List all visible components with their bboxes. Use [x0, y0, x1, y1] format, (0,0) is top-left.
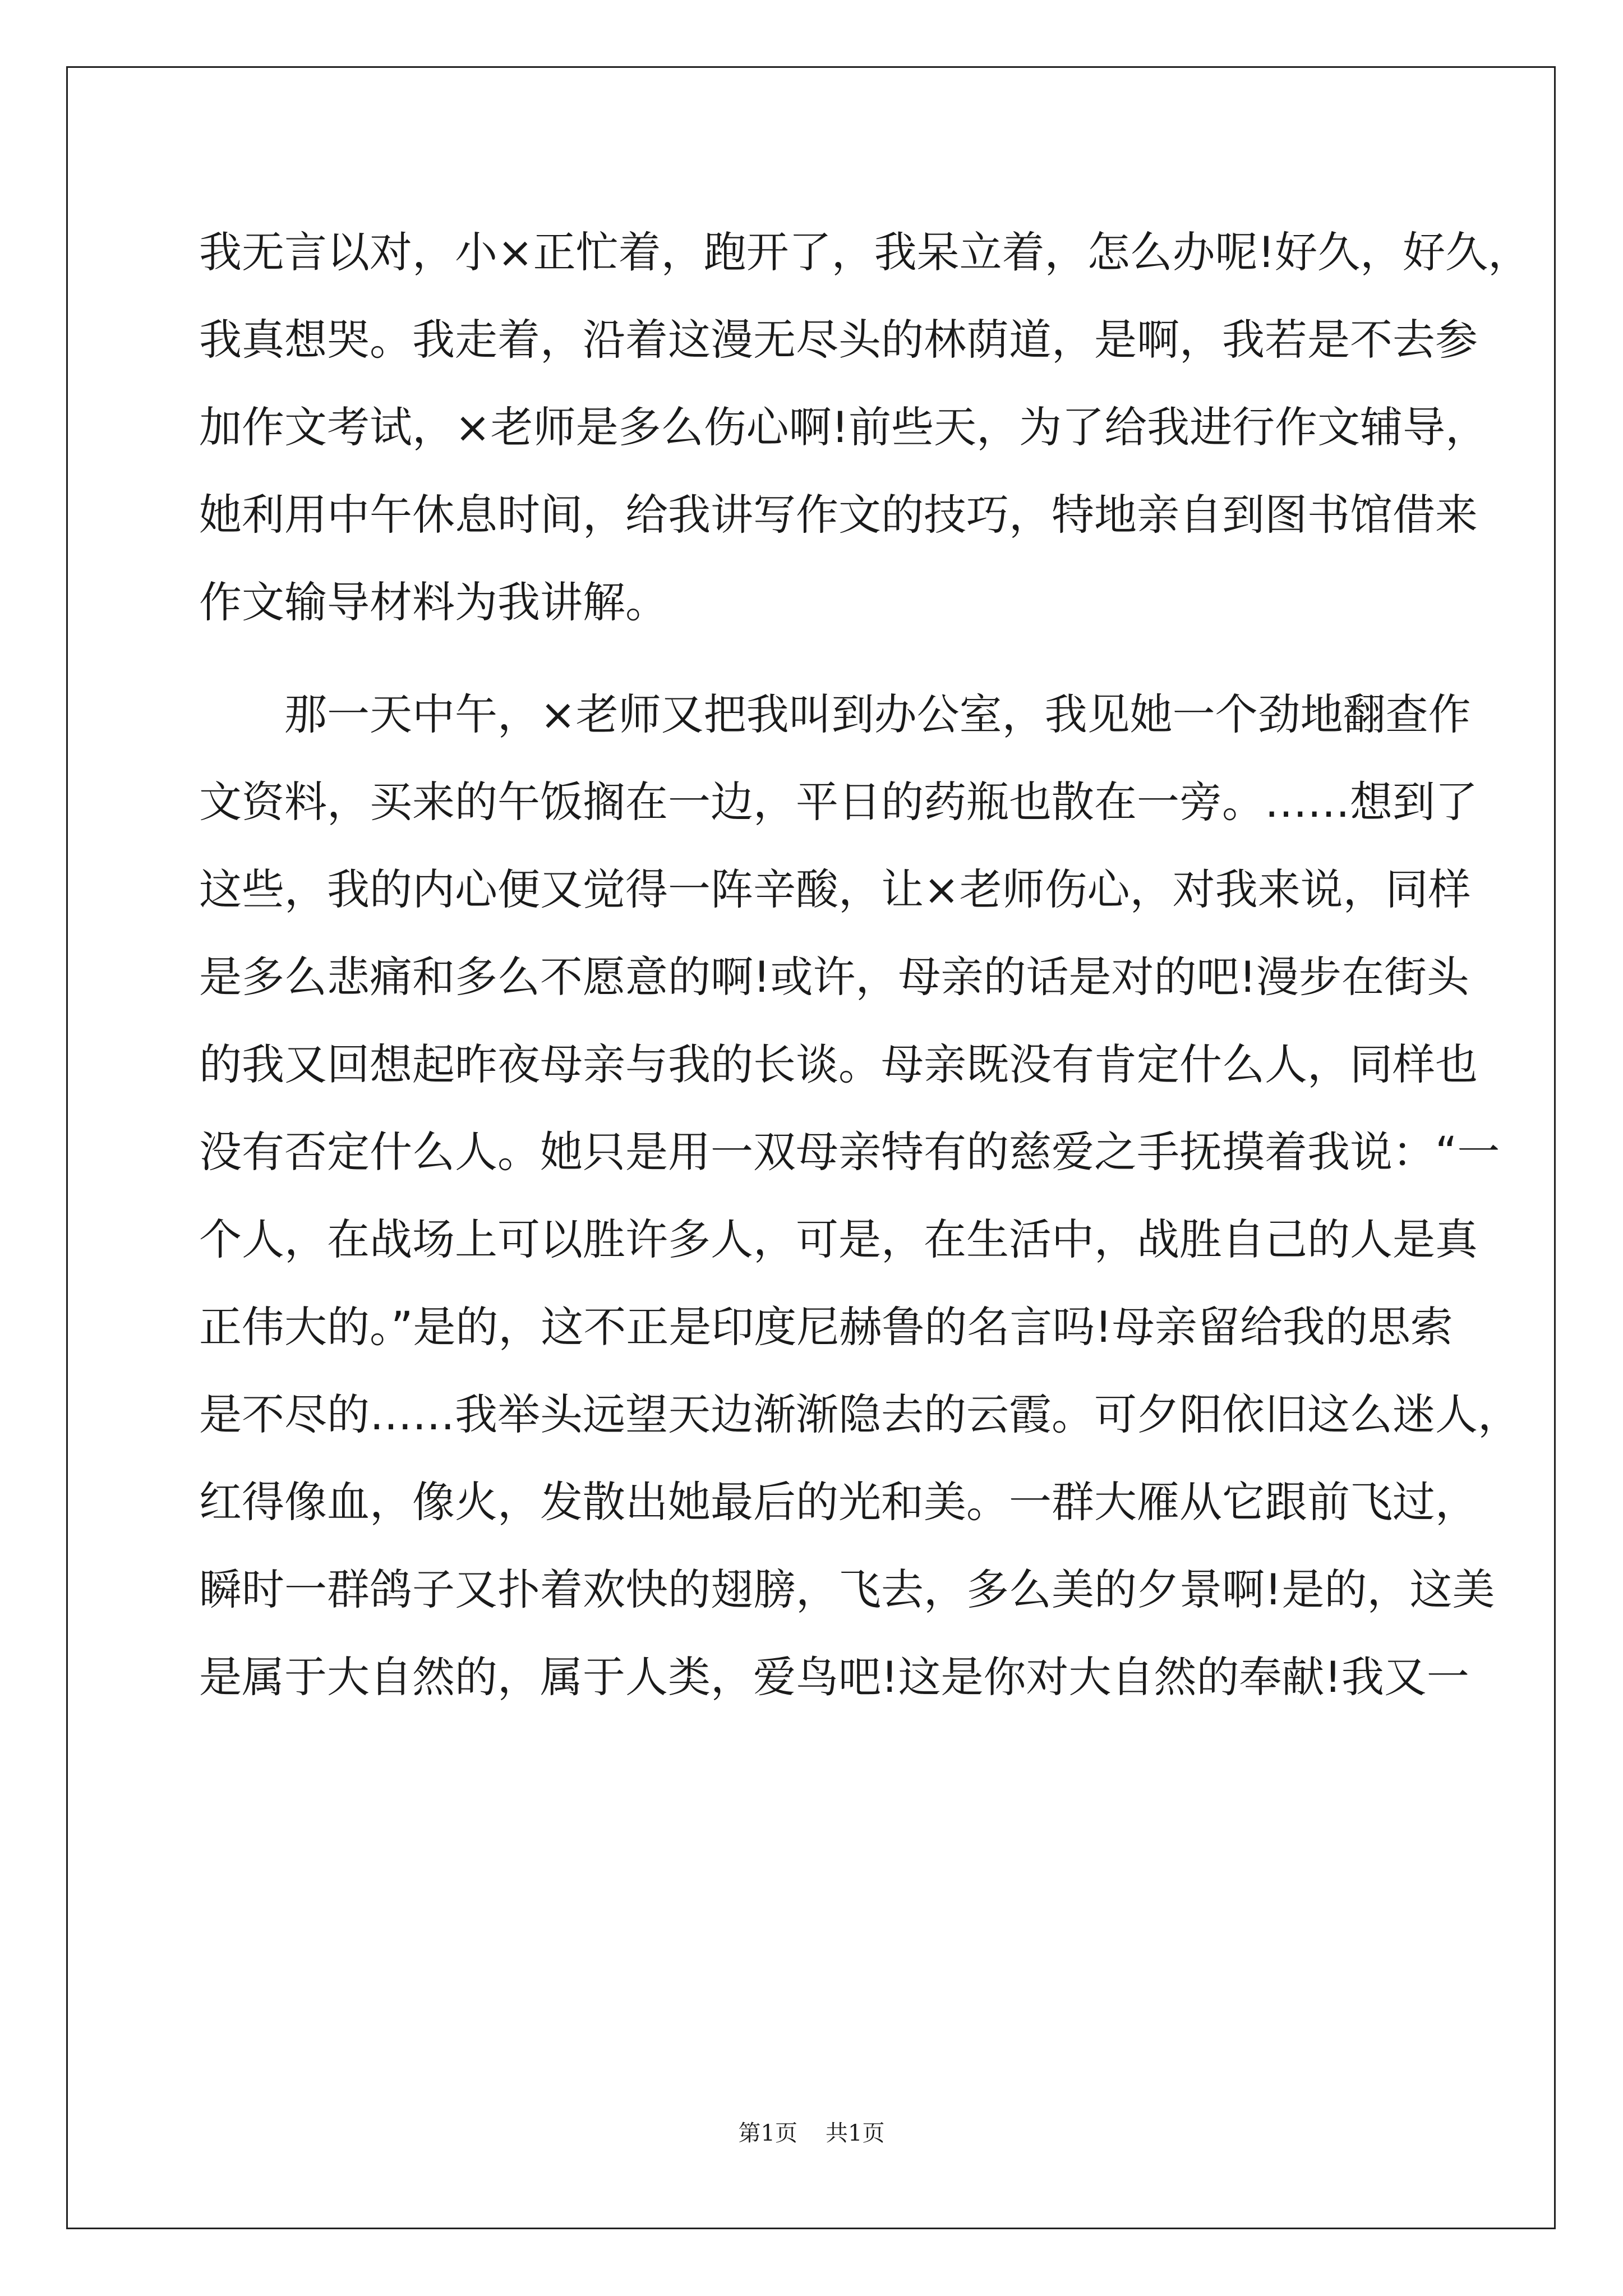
text-line: 文资料，买来的午饭搁在一边，平日的药瓶也散在一旁。……想到了 — [199, 777, 1478, 827]
text-line: 的我又回想起昨夜母亲与我的长谈。母亲既没有肯定什么人，同样也 — [199, 1039, 1478, 1089]
text-line: 红得像血，像火，发散出她最后的光和美。一群大雁从它跟前飞过， — [199, 1477, 1478, 1527]
text-line: 瞬时一群鸽子又扑着欢快的翅膀，飞去，多么美的夕景啊!是的，这美 — [199, 1565, 1495, 1614]
text-line: 加作文考试，×老师是多么伤心啊!前些天，为了给我进行作文辅导， — [199, 402, 1488, 452]
text-line: 是不尽的……我举头远望天边渐渐隐去的云霞。可夕阳依旧这么迷人， — [199, 1389, 1520, 1439]
paragraph-first-line: 那一天中午，×老师又把我叫到办公室，我见她一个劲地翻查作 — [284, 689, 1471, 739]
document-body — [199, 209, 1531, 1721]
page-footer — [0, 2118, 1623, 2149]
text-line: 我无言以对，小×正忙着，跑开了，我呆立着，怎么办呢!好久，好久， — [199, 227, 1531, 277]
page-number: 第1页 — [738, 2120, 797, 2146]
text-line: 个人，在战场上可以胜许多人，可是，在生活中，战胜自己的人是真 — [199, 1214, 1478, 1264]
text-line: 是属于大自然的，属于人类，爱鸟吧!这是你对大自然的奉献!我又一 — [199, 1652, 1469, 1702]
text-line: 这些，我的内心便又觉得一阵辛酸，让×老师伤心，对我来说，同样 — [199, 864, 1471, 914]
text-line: 正伟大的。”是的，这不正是印度尼赫鲁的名言吗!母亲留给我的思索 — [199, 1302, 1453, 1352]
text-line: 作文输导材料为我讲解。 — [199, 577, 668, 627]
text-line: 她利用中午休息时间，给我讲写作文的技巧，特地亲自到图书馆借来 — [199, 490, 1478, 540]
text-line: 我真想哭。我走着，沿着这漫无尽头的林荫道，是啊，我若是不去参 — [199, 315, 1478, 365]
text-line: 是多么悲痛和多么不愿意的啊!或许，母亲的话是对的吧!漫步在街头 — [199, 952, 1469, 1002]
page-total: 共1页 — [826, 2120, 885, 2146]
text-line: 没有否定什么人。她只是用一双母亲特有的慈爱之手抚摸着我说：“一 — [199, 1127, 1500, 1177]
